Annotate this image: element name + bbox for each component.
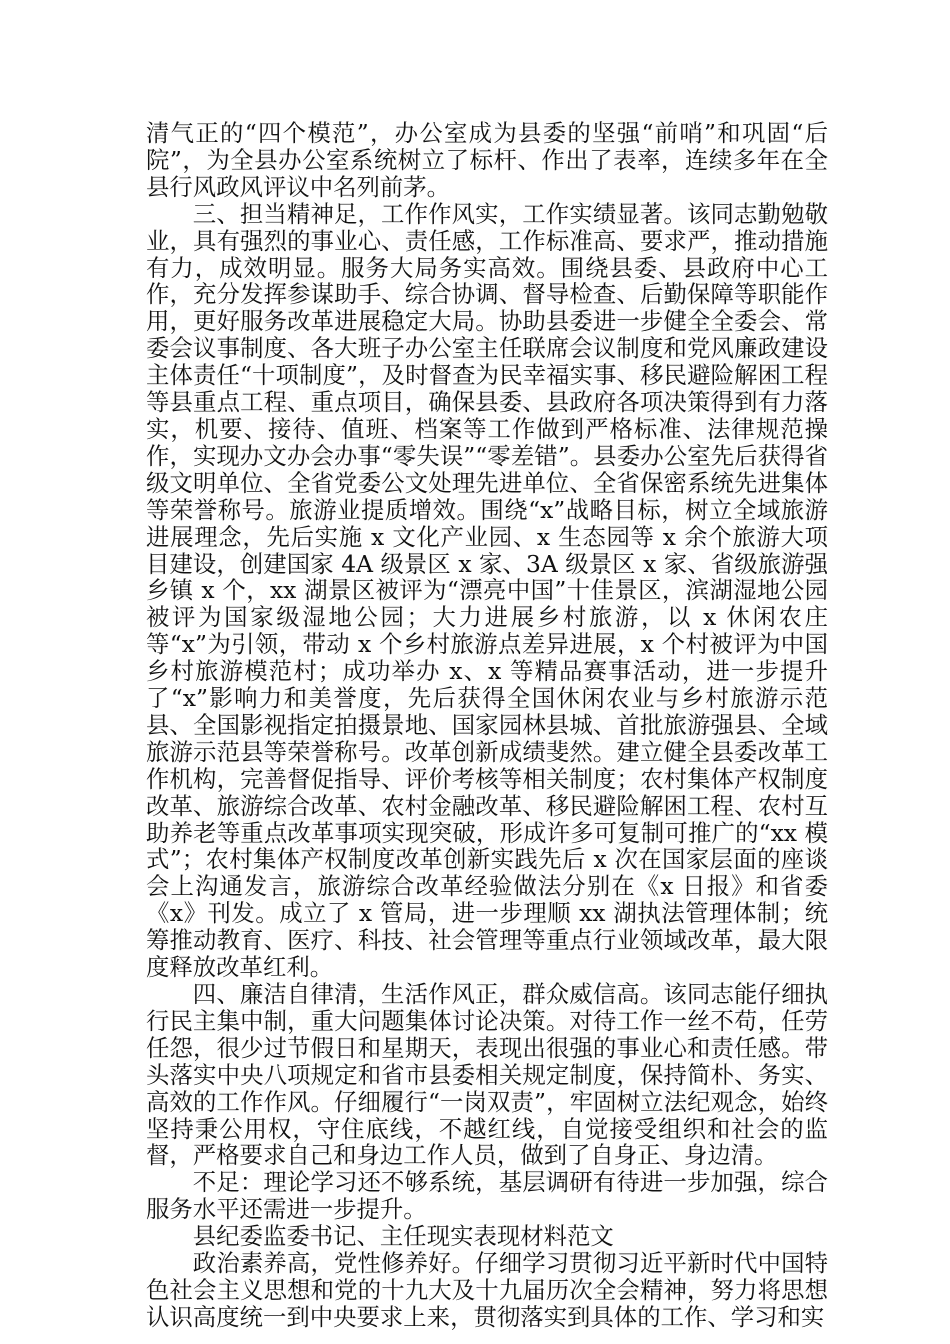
paragraph-5-heading: 县纪委监委书记、主任现实表现材料范文 xyxy=(192,1222,614,1251)
paragraph-1: 清气正的“四个模范”，办公室成为县委的坚强“前哨”和巩固“后院”，为全县办公室系统树立了标杆、作出了表率，连续多年在全县行风政风评议中名列前茅。 xyxy=(146,119,828,201)
paragraph-2-section-three: 三、担当精神足，工作作风实，工作实绩显著。该同志勤勉敬业，具有强烈的事业心、责任感，工作标准高、要求严，推动措施有力，成效明显。服务大局务实高效。围绕县委、县政府中心工作，充分发挥参谋助手、综合协调、督导检查、后勤保障等职能作用，更好服务改革进展稳定大局。协助县委进一步健全全委会、常委会议事制度、各大班子办公室主任联席会议制度和党风廉政建设主体责任“十项制度”，及时督查为民幸福实事、移民避险解困工程等县重点工程、重点项目，确保县委、县政府各项决策得到有力落实，机要、接待、值班、档案等工作做到严格标准、法律规范操作，实现办文办会办事“零失误”“零差错”。县委办公室先后获得省级文明单位、全省党委公文处理先进单位、全省保密系统先进集体等荣誉称号。旅游业提质增效。围绕“x”战略目标，树立全域旅游进展理念，先后实施 x 文化产业园、x 生态园等 x 余个旅游大项目建设，创建国家 4A 级景区 x 家、3A 级景区 x 家、省级旅游强乡镇 x 个，xx 湖景区被评为“漂亮中国”十佳景区，滨湖湿地公园被评为国家级湿地公园；大力进展乡村旅游，以 x 休闲农庄等“x”为引领，带动 x 个乡村旅游点差异进展，x 个村被评为中国乡村旅游模范村；成功举办 x、x 等精品赛事活动，进一步提升了“x”影响力和美誉度，先后获得全国休闲农业与乡村旅游示范县、全国影视指定拍摄景地、国家园林县城、首批旅游强县、全域旅游示范县等荣誉称号。改革创新成绩斐然。建立健全县委改革工作机构，完善督促指导、评价考核等相关制度；农村集体产权制度改革、旅游综合改革、农村金融改革、移民避险解困工程、农村互助养老等重点改革事项实现突破，形成许多可复制可推广的“xx 模式”；农村集体产权制度改革创新实践先后 x 次在国家层面的座谈会上沟通发言，旅游综合改革经验做法分别在《x 日报》和省委《x》刊发。成立了 x 管局，进一步理顺 xx 湖执法管理体制；统筹推动教育、医疗、科技、社会管理等重点行业领域改革，最大限度释放改革红利。 xyxy=(146,199,828,982)
paragraph-4-shortcomings: 不足：理论学习还不够系统，基层调研有待进一步加强，综合服务水平还需进一步提升。 xyxy=(146,1168,828,1224)
paragraph-6: 政治素养高，党性修养好。仔细学习贯彻习近平新时代中国特色社会主义思想和党的十九大及十九届历次全会精神，努力将思想认识高度统一到中央要求上来，贯彻落实到具体的工作、学习和实 xyxy=(146,1249,828,1331)
paragraph-3-section-four: 四、廉洁自律清，生活作风正，群众威信高。该同志能仔细执行民主集中制，重大问题集体讨论决策。对待工作一丝不苟，任劳任怨，很少过节假日和星期天，表现出很强的事业心和责任感。带头落实中央八项规定和省市县委相关规定制度，保持简朴、务实、高效的工作作风。仔细履行“一岗双责”，牢固树立法纪观念，始终坚持秉公用权，守住底线，不越红线，自觉接受组织和社会的监督，严格要求自己和身边工作人员，做到了自身正、身边清。 xyxy=(146,980,828,1170)
document-body xyxy=(146,120,828,1331)
